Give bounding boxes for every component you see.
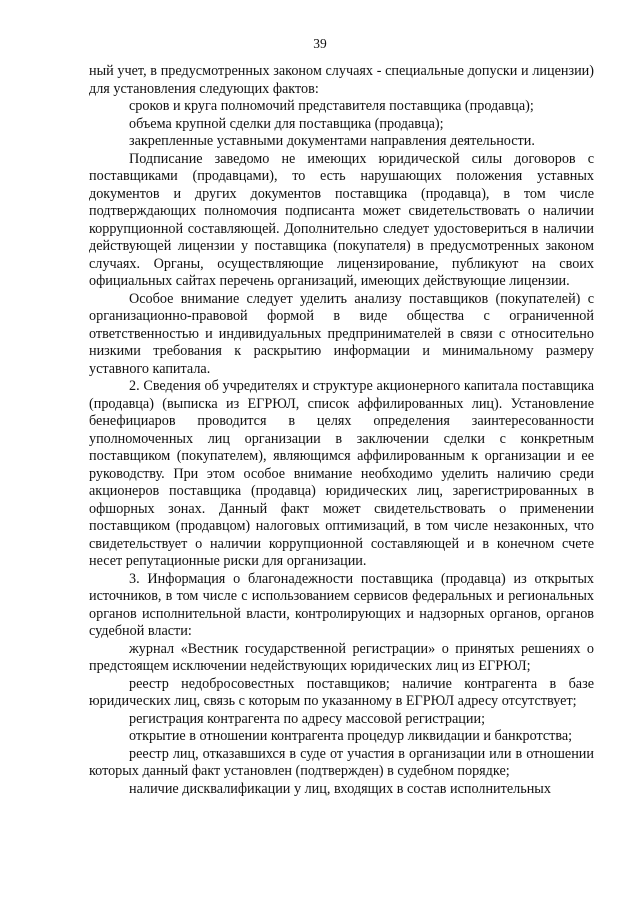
paragraph-continuation: ный учет, в предусмотренных законом случаях - специальные допуски и лицензии) для установления следующих фактов:	[89, 63, 594, 97]
list-item-disqualification: наличие дисквалификации у лиц, входящих в состав исполнительных	[129, 780, 551, 797]
list-item-representative-powers: сроков и круга полномочий представителя поставщика (продавца);	[129, 98, 534, 114]
list-item-registration-journal: журнал «Вестник государственной регистрации» о принятых решениях о предстоящем исключении недействующих юридических лиц из ЕГРЮЛ;	[89, 640, 594, 674]
list-item-unfair-suppliers-registry: реестр недобросовестных поставщиков; наличие контрагента в базе юридических лиц, связь с которым по указанному в ЕГРЮЛ адресу отсутствует;	[89, 675, 594, 709]
list-item-mass-registration-address: регистрация контрагента по адресу массовой регистрации;	[129, 710, 486, 727]
paragraph-reliability-info: 3. Информация о благонадежности поставщика (продавца) из открытых источников, в том числе с использованием сервисов федеральных и региональных органов исполнительной власти, контролирующих и надзорных органов, органов судебной власти:	[89, 570, 594, 639]
list-item-liquidation-bankruptcy: открытие в отношении контрагента процедур ликвидации и банкротства;	[129, 728, 573, 744]
page-number: 39	[313, 36, 327, 51]
paragraph-founders-info: 2. Сведения об учредителях и структуре акционерного капитала поставщика (продавца) (выписка из ЕГРЮЛ, список аффилированных лиц). Установление бенефициаров проводится в целях определения заинтересованности уполномоченных лиц организации в заключении сделки с конкретным поставщиком (покупателем), являющимся аффилированным к организации и ее руководству. При этом особое внимание необходимо уделить наличию среди акционеров поставщика (продавца) юридических лиц, зарегистрированных в офшорных зонах. Данный факт может свидетельствовать о применении поставщиком (продавцом) налоговых оптимизаций, в том числе незаконных, что свидетельствует о наличии коррупционной составляющей и в конечном счете несет репутационные риски для организации.	[89, 378, 594, 569]
paragraph-signing-invalid-contracts: Подписание заведомо не имеющих юридической силы договоров с поставщиками (продавцами), то есть нарушающих положения уставных документов и других документов поставщика (продавца), в том числе подтверждающих полномочия подписанта может свидетельствовать о наличии коррупционной составляющей. Дополнительно следует удостовериться в наличии действующей лицензии у поставщика (покупателя) в предусмотренных законом случаях. Органы, осуществляющие лицензирование, публикуют на своих официальных сайтах перечень организаций, имеющих действующие лицензии.	[89, 150, 594, 289]
paragraph-special-attention-llc: Особое внимание следует уделить анализу поставщиков (покупателей) с организационно-правовой формой в виде общества с ограниченной ответственностью и индивидуальных предпринимателей в связи с относительно низкими требования к раскрытию информации и минимальному размеру уставного капитала.	[89, 290, 594, 377]
list-item-activity-directions: закрепленные уставными документами направления деятельности.	[129, 133, 535, 149]
list-item-court-refusal-registry: реестр лиц, отказавшихся в суде от участия в организации или в отношении которых данный факт установлен (подтвержден) в судебном порядке;	[89, 745, 594, 779]
document-body	[89, 63, 594, 798]
list-item-major-deal-volume: объема крупной сделки для поставщика (продавца);	[129, 115, 444, 132]
